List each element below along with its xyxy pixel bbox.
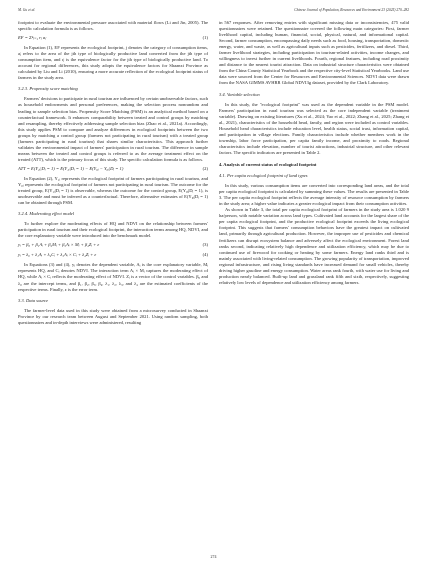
paragraph: In Equation (2), Y₁ᵢ represents the ecological footprint of farmers participating in rural tourism, and Y₀ᵢ represents the ecological footprint of farmers not participating in rural tourism. The outcome for the treated group, E(Y₁ᵢ|Dᵢ = 1) is observable, whereas the outcome for the control group, E(Y₀ᵢ|Dᵢ = 1), is unobservable and must be inferred as a counterfactual. Therefore, alternative estimates of E(Y₀ᵢ|Dᵢ = 1) can be obtained through PSM.	[18, 175, 208, 206]
equation-body: EF = Σⁿⱼ₌₁ rⱼ aⱼ	[18, 35, 46, 41]
section-title: 4. Analysis of current status of ecological footprint	[219, 161, 317, 167]
equation-3	[18, 242, 208, 249]
equation-2	[18, 166, 208, 173]
equation-body: yᵢ = λ₀ + λ₁Aᵢ + λ₂Cᵢ + λ₃Aᵢ × Cᵢ + λ₄Zᵢ + ε	[18, 252, 97, 258]
page-number: 274	[210, 554, 217, 559]
section-heading: 3.2.3. Propensity score matching	[18, 86, 78, 92]
paragraph: In this study, various consumption items are converted into corresponding land areas, and the total per capita ecological footprint is calculated by summing these values. The results are presented in Table 3. The per capita ecological footprint reflects the average intensity of resource consumption by farmers in the study area; a higher value indicates a greater ecological impact from their consumption activities.	[219, 183, 409, 207]
paragraph: In Equations (3) and (4), yᵢ denotes the dependent variable, Aᵢ is the core explanatory variable, Mᵢ represents HQ, and Cᵢ denotes NDVI. The interaction term Aᵢ × Mᵢ captures the moderating effect of HQ, while Aᵢ × Cᵢ reflects the moderating effect of NDVI. Zᵢ is a vector of the control variables. β₀ and λ₀ are the intercept terms, and β₁, β₂, β₃, β₄, λ₁, λ₂, λ₃, and λ₄ are the estimated coefficients of the respective terms. Finally, ε is the error term.	[18, 262, 208, 292]
paragraph: in 567 responses. After removing entries with significant missing data or inconsistencies, 475 valid questionnaires were retained. The questionnaire covered the following main categories: First, farmer livelihood capital, including human, financial, social, physical, natural, and informational capital. Second, farmer consumption, encompassing daily needs such as food, housing, transportation, domestic energy, water, and waste, as well as agricultural inputs such as pesticides, fertilizers, and diesel. Third, farmer livelihood strategies, including participation in tourism-related activities, income changes, and willingness to invest further in current livelihoods. Fourth, regional features, including road proximity and distance to the nearest tourist attraction. Data on industrial structure characteristics were obtained from the China County Statistical Yearbook and the respective city-level Statistical Yearbooks. Land use data were sourced from the Center for Resources and Environmental Sciences. NDVI data were drawn from the NASA GIMMS AVHRR Global NDVI3g dataset, provided by the Clark Laboratory.	[219, 20, 409, 86]
equation-4	[18, 252, 208, 259]
equation-number: (2)	[202, 165, 208, 171]
paragraph: Farmers' decisions to participate in rural tourism are influenced by certain unobservable factors, such as household endowments and personal preferences, making the selection process nonrandom and leading to sample selection bias. Propensity Score Matching (PSM) is an analytical method based on a counterfactual framework. It enhances comparability between treated and control groups by matching and resampling, thereby effectively addressing sample selection bias (Zhao et al., 2021a). Accordingly, this study applies PSM to compare and analyze differences in ecological footprints between the two groups by matching a control group (farmers not participating in rural tourism) with a treated group (farmers participating in rural tourism) that shares similar characteristics. This approach further validates the environmental impact of farmers' participation in rural tourism. The difference in sample means between the treated and control groups is referred to as the average treatment effect on the treated (ATT), which is the primary focus of this study. The specific calculation formula is as follows.	[18, 96, 208, 162]
paragraph: As shown in Table 3, the total per capita ecological footprint of farmers in the study area is 1.020 9 ha/person, with notable variation across land types. Cultivated land accounts for the largest share of the per capita ecological footprint, and the productive ecological footprint exceeds the living ecological footprint. This suggests that farmers' consumption behaviors have the greatest impact on cultivated land, primarily through agricultural production. However, the improper use of pesticides and chemical fertilizers can disrupt ecosystem balance and adversely affect the ecological environment. Forest land ranks second, indicating relatively high dependence and utilization efficiency, which may be due to continued use of firewood for cooking or heating by some farmers. Energy land ranks third and is mainly associated with living-related consumption. The growing popularity of transportation, improved regional infrastructure, and rising living standards have increased demand for small vehicles, thereby driving higher gasoline and energy consumption. Water areas rank fourth, with water use for living and production nearly balanced. Built-up land and grassland rank fifth and sixth, respectively, suggesting relatively low levels of dependence and utilization efficiency among farmers.	[219, 207, 409, 285]
paragraph: To further explore the moderating effects of HQ and NDVI on the relationship between farmers' participation in rural tourism and their ecological footprint, the interaction terms among HQ, NDVI, and the core explanatory variable were introduced into the benchmark model.	[18, 221, 208, 239]
equation-body: ATT = E(Y₁ᵢ|Dᵢ = 1) = E(Y₁ᵢ|Dᵢ = 1) − E(Y₀ᵢ − Y₀ᵢ|Dᵢ = 1)	[18, 165, 124, 171]
section-heading: 3.4. Variable selection	[219, 91, 260, 97]
equation-number: (3)	[202, 242, 208, 248]
paragraph: The farmer-level data used in this study were obtained from a microsurvey conducted in Shaanxi Province by our research team between August and September 2021. Using random sampling, both questionnaires and in-depth interviews were administered, resulting	[18, 307, 208, 325]
equation-number: (1)	[202, 35, 208, 41]
paragraph: footprint to evaluate the environmental pressure associated with material flows (Li and Jin, 2005). The specific calculation formula is as follows.	[18, 20, 208, 32]
left-column	[18, 20, 208, 326]
section-heading: 3.3. Data source	[18, 297, 49, 303]
equation-number: (4)	[202, 252, 208, 258]
paragraph: In Equation (1), EF represents the ecological footprint, j denotes the category of consumption items, aⱼ refers to the area of the jth type of biologically productive land converted from the jth type of consumption item, and rⱼ is the equivalence factor for the jth type of biologically productive land. To account for regional differences, this study adopts the equivalence factors for Shaanxi Province as calculated by Liu and Li (2010), ensuring a more accurate reflection of the ecological footprint status of farmers in the study area.	[18, 45, 208, 81]
header-journal: Chinese Journal of Population, Resources and Environment 23 (2025) 270–282	[294, 8, 409, 12]
header-authors: M. Gu et al.	[18, 8, 36, 12]
right-column	[219, 20, 409, 286]
equation-1	[18, 35, 208, 42]
section-heading: 3.2.4. Moderating effect model	[18, 211, 75, 217]
running-header	[18, 8, 409, 16]
equation-body: yᵢ = β₀ + β₁Aᵢ + β₂Mᵢ + β₃Aᵢ × Mᵢ + β₄Zᵢ + ε	[18, 242, 100, 248]
section-heading: 4.1. Per capita ecological footprint of land types	[219, 173, 308, 179]
paragraph: In this study, the "ecological footprint" was used as the dependent variable in the PSM model. Farmers' participation in rural tourism was selected as the core independent variable (treatment variable). Drawing on existing literatures (Xu et al., 2024; Yao et al., 2022; Zhang et al., 2025; Zhang et al., 2021), characteristics of the household head, family, and region were included as control variables. Household head characteristics include education level, health status, social trust, information capital, and participation in village elections. Family characteristics include whether members work in the township, labor force participation, per capita family income, and proximity to roads. Regional characteristics include elevation, number of tourist attractions, industrial structure, and other relevant factors. The specific indicators are presented in Table 2.	[219, 101, 409, 155]
